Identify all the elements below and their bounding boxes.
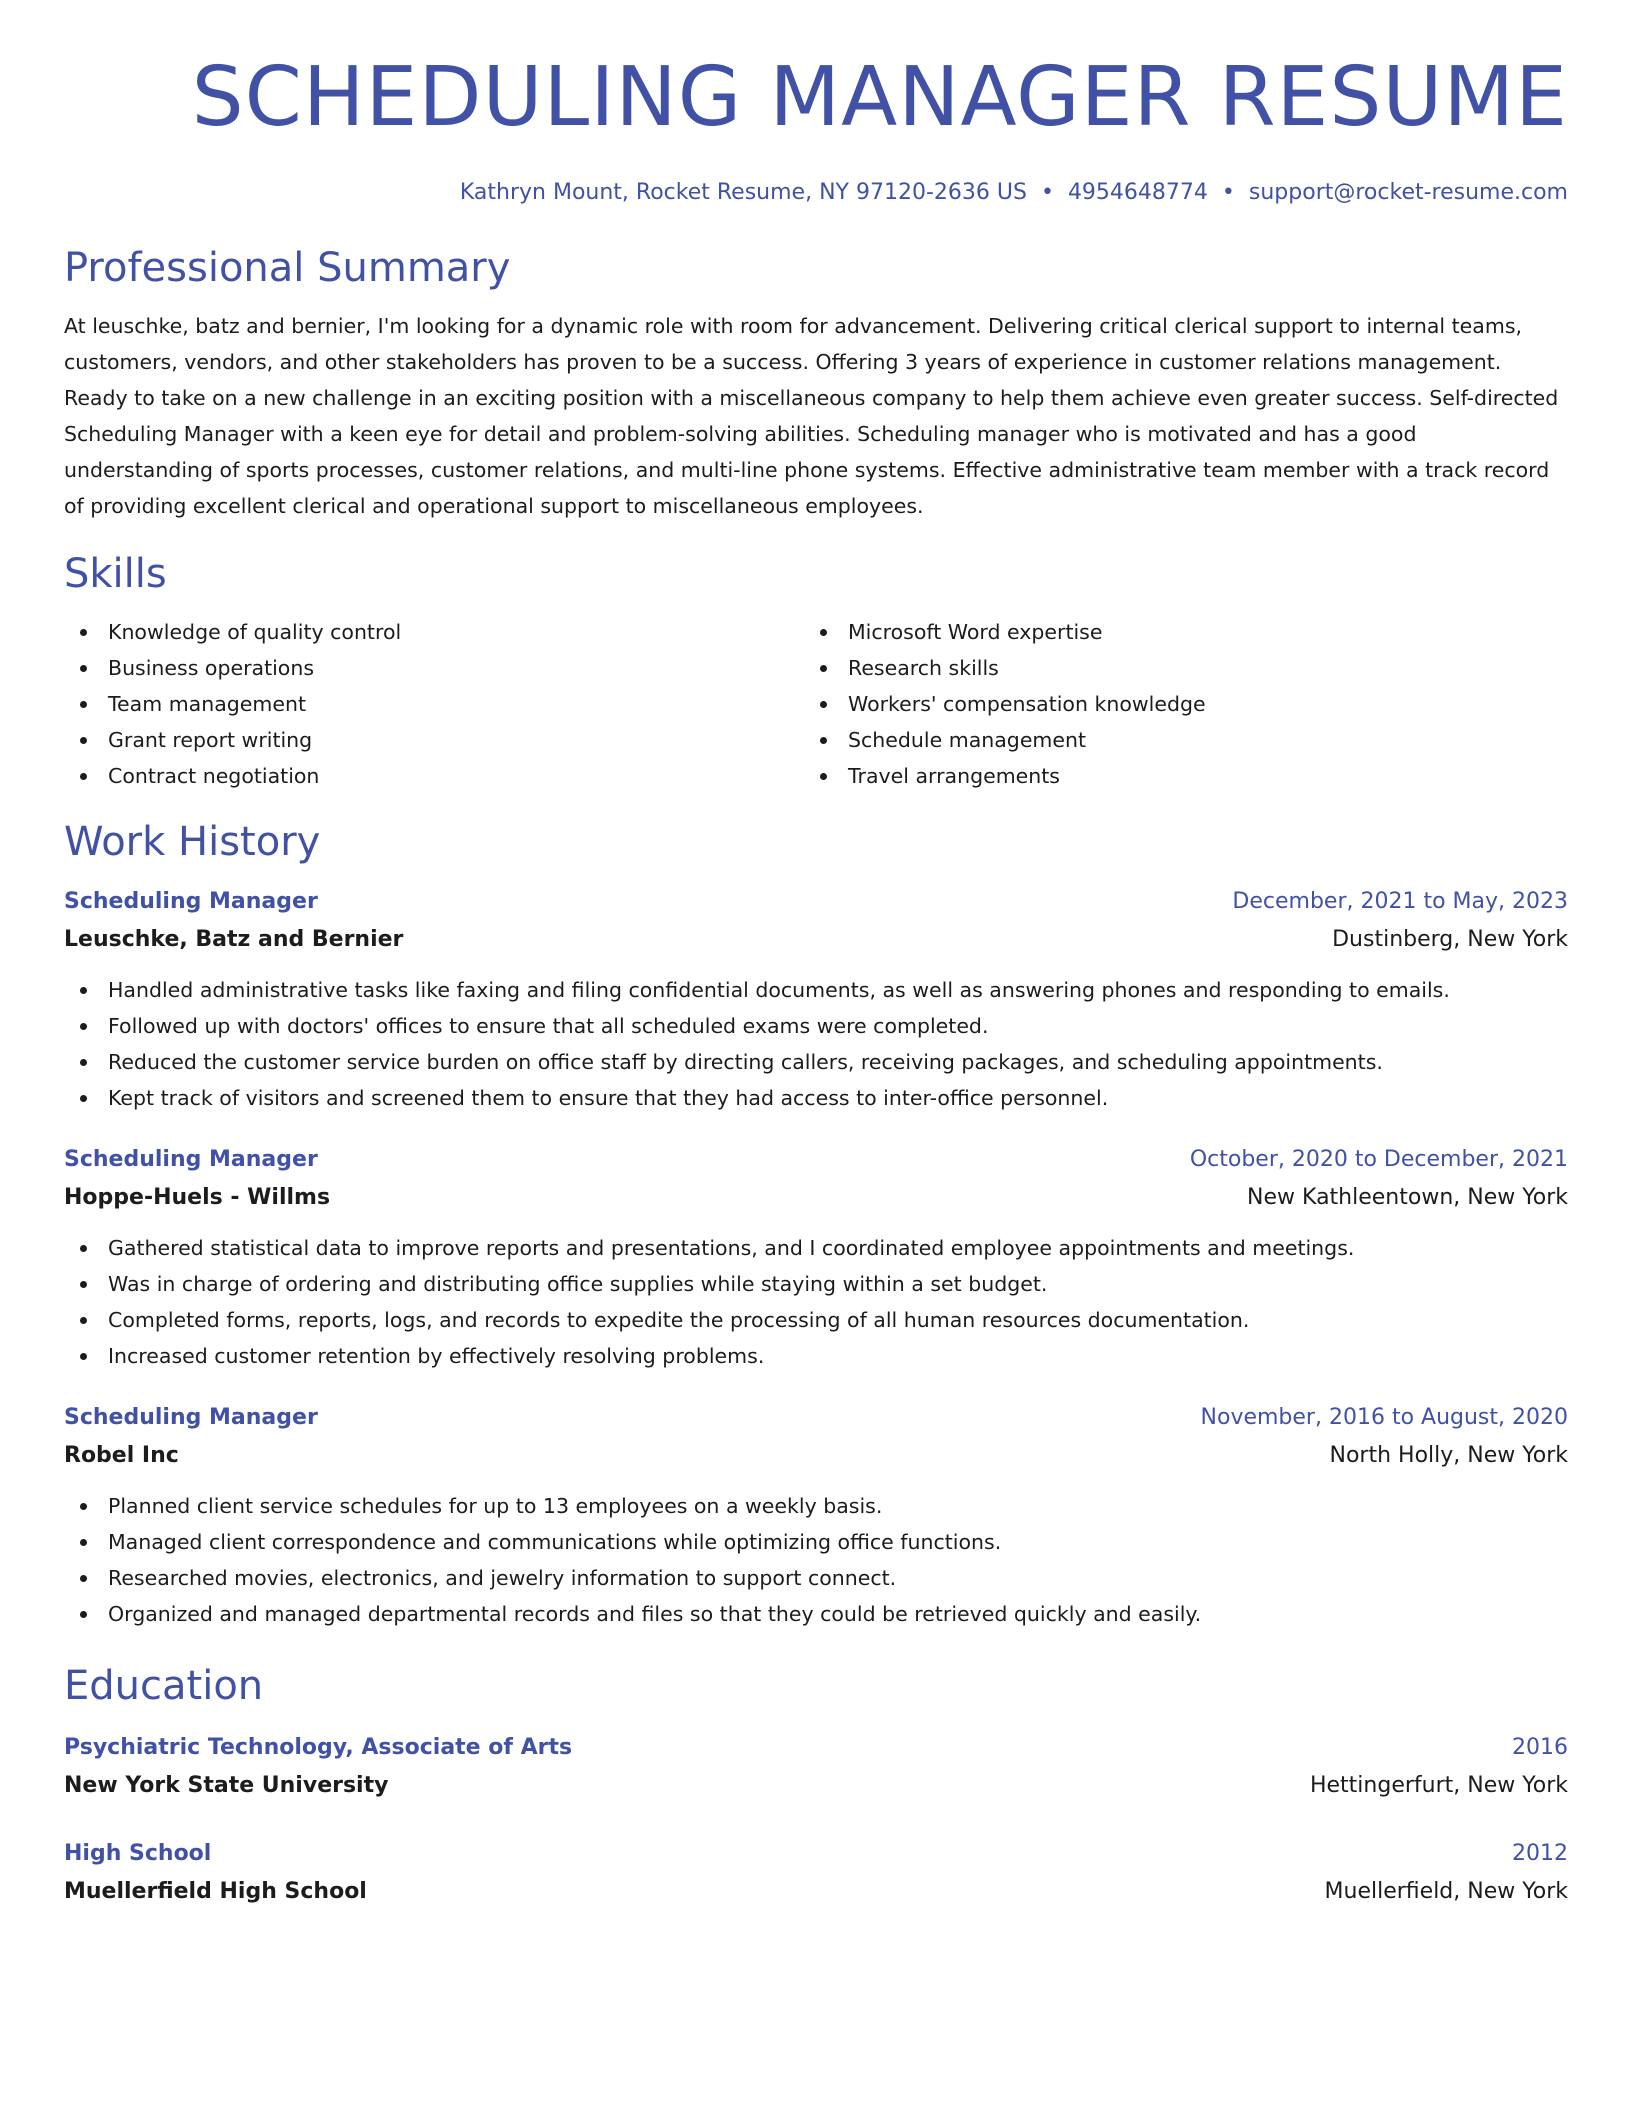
job-dates: December, 2021 to May, 2023 bbox=[1232, 889, 1568, 914]
job-bullets bbox=[64, 972, 1568, 1116]
education-entry bbox=[64, 1836, 1568, 1912]
education-degree: Psychiatric Technology, Associate of Arts bbox=[64, 1735, 573, 1760]
contact-line bbox=[64, 178, 1568, 208]
contact-separator: • bbox=[1040, 180, 1054, 205]
education-school-row bbox=[64, 1872, 1568, 1912]
job-bullet: Managed client correspondence and communications while optimizing office functions. bbox=[64, 1524, 1568, 1560]
job-bullets bbox=[64, 1230, 1568, 1374]
education-year: 2016 bbox=[1512, 1735, 1568, 1760]
job-bullet: Was in charge of ordering and distributing office supplies while staying within a set budget. bbox=[64, 1266, 1568, 1302]
job-entry bbox=[64, 884, 1568, 1116]
job-title-row bbox=[64, 1142, 1568, 1178]
job-company: Hoppe-Huels - Willms bbox=[64, 1185, 331, 1210]
education-school: Muellerfield High School bbox=[64, 1879, 367, 1904]
education-degree-row bbox=[64, 1836, 1568, 1872]
job-bullets bbox=[64, 1488, 1568, 1632]
resume-title: SCHEDULING MANAGER RESUME bbox=[191, 50, 1568, 145]
job-bullet: Reduced the customer service burden on office staff by directing callers, receiving packages, and scheduling appointments. bbox=[64, 1044, 1568, 1080]
education-school: New York State University bbox=[64, 1773, 389, 1798]
job-title: Scheduling Manager bbox=[64, 1405, 318, 1430]
job-company-row bbox=[64, 1436, 1568, 1476]
resume-header bbox=[64, 48, 1568, 208]
skill-item: Workers' compensation knowledge bbox=[804, 686, 1544, 722]
skill-item: Schedule management bbox=[804, 722, 1544, 758]
job-entry bbox=[64, 1142, 1568, 1374]
skill-item: Contract negotiation bbox=[64, 758, 804, 794]
job-title-row bbox=[64, 884, 1568, 920]
job-dates: November, 2016 to August, 2020 bbox=[1200, 1405, 1568, 1430]
summary-text: At leuschke, batz and bernier, I'm looking for a dynamic role with room for advancement. Delivering critical clerical support to internal teams, customers, vendors, and other stakeholders has proven to be a success. Offering 3 years of experience in customer relations management. Ready to take on a new challenge in an exciting position with a miscellaneous company to help them achieve even greater success. Self-directed Scheduling Manager with a keen eye for detail and problem-solving abilities. Scheduling manager who is motivated and has a good understanding of sports processes, customer relations, and multi-line phone systems. Effective administrative team member with a track record of providing excellent clerical and operational support to miscellaneous employees. bbox=[64, 314, 1559, 518]
job-location: North Holly, New York bbox=[1329, 1443, 1568, 1468]
job-company-row bbox=[64, 920, 1568, 960]
skills-section bbox=[64, 546, 1568, 794]
education-year: 2012 bbox=[1512, 1841, 1568, 1866]
skill-item: Microsoft Word expertise bbox=[804, 614, 1544, 650]
skill-item: Grant report writing bbox=[64, 722, 804, 758]
education-degree: High School bbox=[64, 1841, 212, 1866]
job-title-row bbox=[64, 1400, 1568, 1436]
job-bullet: Researched movies, electronics, and jewelry information to support connect. bbox=[64, 1560, 1568, 1596]
job-location: New Kathleentown, New York bbox=[1247, 1185, 1568, 1210]
job-bullet: Followed up with doctors' offices to ensure that all scheduled exams were completed. bbox=[64, 1008, 1568, 1044]
work-history-section bbox=[64, 814, 1568, 1632]
job-title: Scheduling Manager bbox=[64, 1147, 318, 1172]
job-bullet: Planned client service schedules for up to 13 employees on a weekly basis. bbox=[64, 1488, 1568, 1524]
contact-email[interactable]: support@rocket-resume.com bbox=[1248, 180, 1568, 205]
job-bullet: Increased customer retention by effectively resolving problems. bbox=[64, 1338, 1568, 1374]
professional-summary-section bbox=[64, 240, 1568, 524]
job-bullet: Organized and managed departmental records and files so that they could be retrieved quickly and easily. bbox=[64, 1596, 1568, 1632]
job-entry bbox=[64, 1400, 1568, 1632]
education-entry bbox=[64, 1730, 1568, 1806]
contact-address: Kathryn Mount, Rocket Resume, NY 97120-2636 US bbox=[459, 180, 1027, 205]
job-location: Dustinberg, New York bbox=[1332, 927, 1568, 952]
skill-item: Travel arrangements bbox=[804, 758, 1544, 794]
contact-separator: • bbox=[1221, 180, 1235, 205]
education-degree-row bbox=[64, 1730, 1568, 1766]
education-location: Hettingerfurt, New York bbox=[1309, 1773, 1568, 1798]
skill-item: Research skills bbox=[804, 650, 1544, 686]
job-company-row bbox=[64, 1178, 1568, 1218]
job-title: Scheduling Manager bbox=[64, 889, 318, 914]
skill-item: Knowledge of quality control bbox=[64, 614, 804, 650]
job-bullet: Gathered statistical data to improve reports and presentations, and I coordinated employee appointments and meetings. bbox=[64, 1230, 1568, 1266]
job-dates: October, 2020 to December, 2021 bbox=[1189, 1147, 1568, 1172]
education-section bbox=[64, 1658, 1568, 1912]
job-company: Leuschke, Batz and Bernier bbox=[64, 927, 404, 952]
contact-phone: 4954648774 bbox=[1067, 180, 1208, 205]
education-school-row bbox=[64, 1766, 1568, 1806]
skill-item: Team management bbox=[64, 686, 804, 722]
section-heading-work-history: Work History bbox=[64, 819, 321, 865]
skills-column-right bbox=[804, 614, 1544, 794]
job-bullet: Handled administrative tasks like faxing and filing confidential documents, as well as answering phones and responding to emails. bbox=[64, 972, 1568, 1008]
job-bullet: Kept track of visitors and screened them to ensure that they had access to inter-office personnel. bbox=[64, 1080, 1568, 1116]
section-heading-education: Education bbox=[64, 1663, 264, 1709]
job-bullet: Completed forms, reports, logs, and records to expedite the processing of all human resources documentation. bbox=[64, 1302, 1568, 1338]
skill-item: Business operations bbox=[64, 650, 804, 686]
skills-column-left bbox=[64, 614, 804, 794]
job-company: Robel Inc bbox=[64, 1443, 179, 1468]
section-heading-skills: Skills bbox=[64, 551, 167, 597]
skills-grid bbox=[64, 614, 1568, 794]
section-heading-summary: Professional Summary bbox=[64, 245, 511, 291]
education-location: Muellerfield, New York bbox=[1324, 1879, 1568, 1904]
